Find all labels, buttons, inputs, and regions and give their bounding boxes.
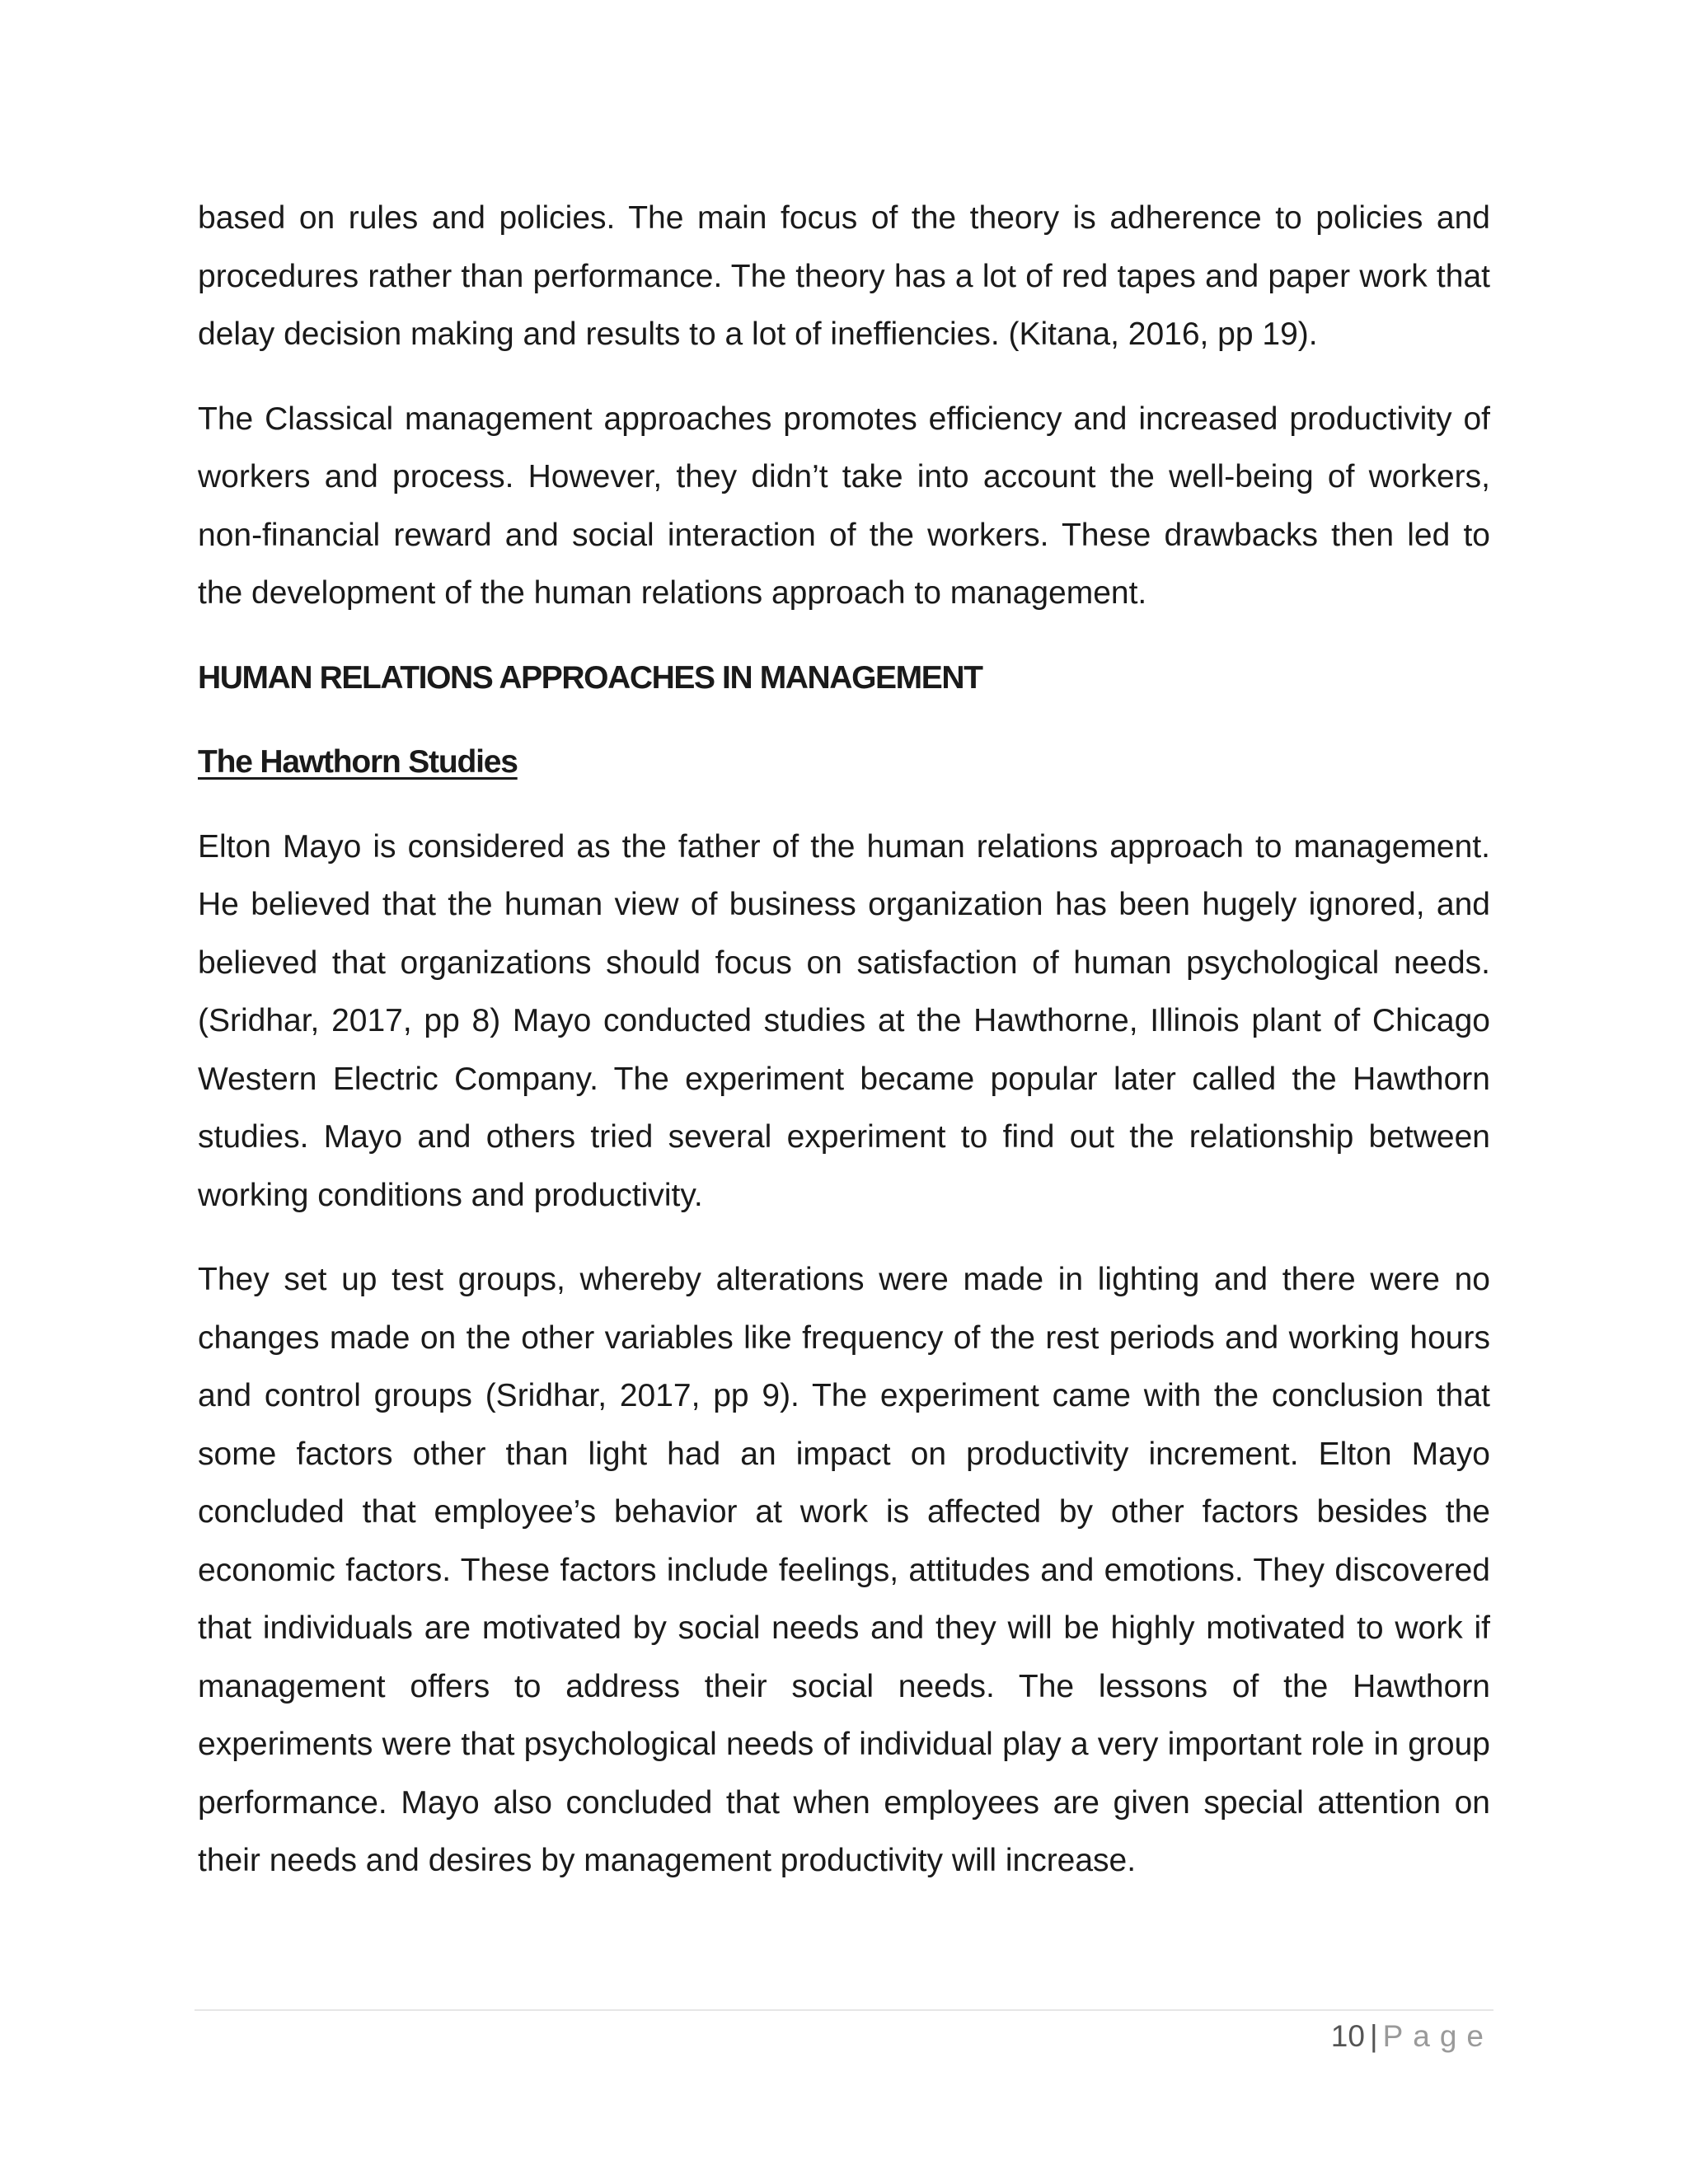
- page-footer: [1331, 2016, 1493, 2057]
- paragraph-classical-approaches: The Classical management approaches promotes efficiency and increased productivity of workers and process. However, they didn’t take into account the well-being of workers, non-financial reward and social interaction of the workers. These drawbacks then led to the development of the human relations approach to management.: [198, 401, 1490, 611]
- page-number: 10: [1330, 2019, 1365, 2053]
- footer-divider: [195, 2009, 1493, 2011]
- document-body: [198, 190, 1490, 1917]
- page-label: Page: [1382, 2019, 1493, 2053]
- paragraph-elton-mayo: Elton Mayo is considered as the father of the human relations approach to management. He believed that the human view of business organization has been hugely ignored, and believed that organizations should focus on satisfaction of human psychological needs. (Sridhar, 2017, pp 8) Mayo conducted studies at the Hawthorne, Illinois plant of Chicago Western Electric Company. The experiment became popular later called the Hawthorn studies. Mayo and others tried several experiment to find out the relationship between working conditions and productivity.: [198, 828, 1490, 1213]
- footer-separator: |: [1369, 2019, 1378, 2053]
- paragraph-bureaucratic-theory: based on rules and policies. The main focus of the theory is adherence to policies and procedures rather than performance. The theory has a lot of red tapes and paper work that delay decision making and results to a lot of ineffiencies. (Kitana, 2016, pp 19).: [198, 200, 1490, 352]
- paragraph-test-groups: They set up test groups, whereby alterations were made in lighting and there were no changes made on the other variables like frequency of the rest periods and working hours and control groups (Sridhar, 2017, pp 9). The experiment came with the conclusion that some factors other than light had an impact on productivity increment. Elton Mayo concluded that employee’s behavior at work is affected by other factors besides the economic factors. These factors include feelings, attitudes and emotions. They discovered that individuals are motivated by social needs and they will be highly motivated to work if management offers to address their social needs. The lessons of the Hawthorn experiments were that psychological needs of individual play a very important role in group performance. Mayo also concluded that when employees are given special attention on their needs and desires by management productivity will increase.: [198, 1262, 1490, 1878]
- section-heading: HUMAN RELATIONS APPROACHES IN MANAGEMENT: [198, 659, 982, 696]
- subsection-heading: The Hawthorn Studies: [198, 744, 518, 780]
